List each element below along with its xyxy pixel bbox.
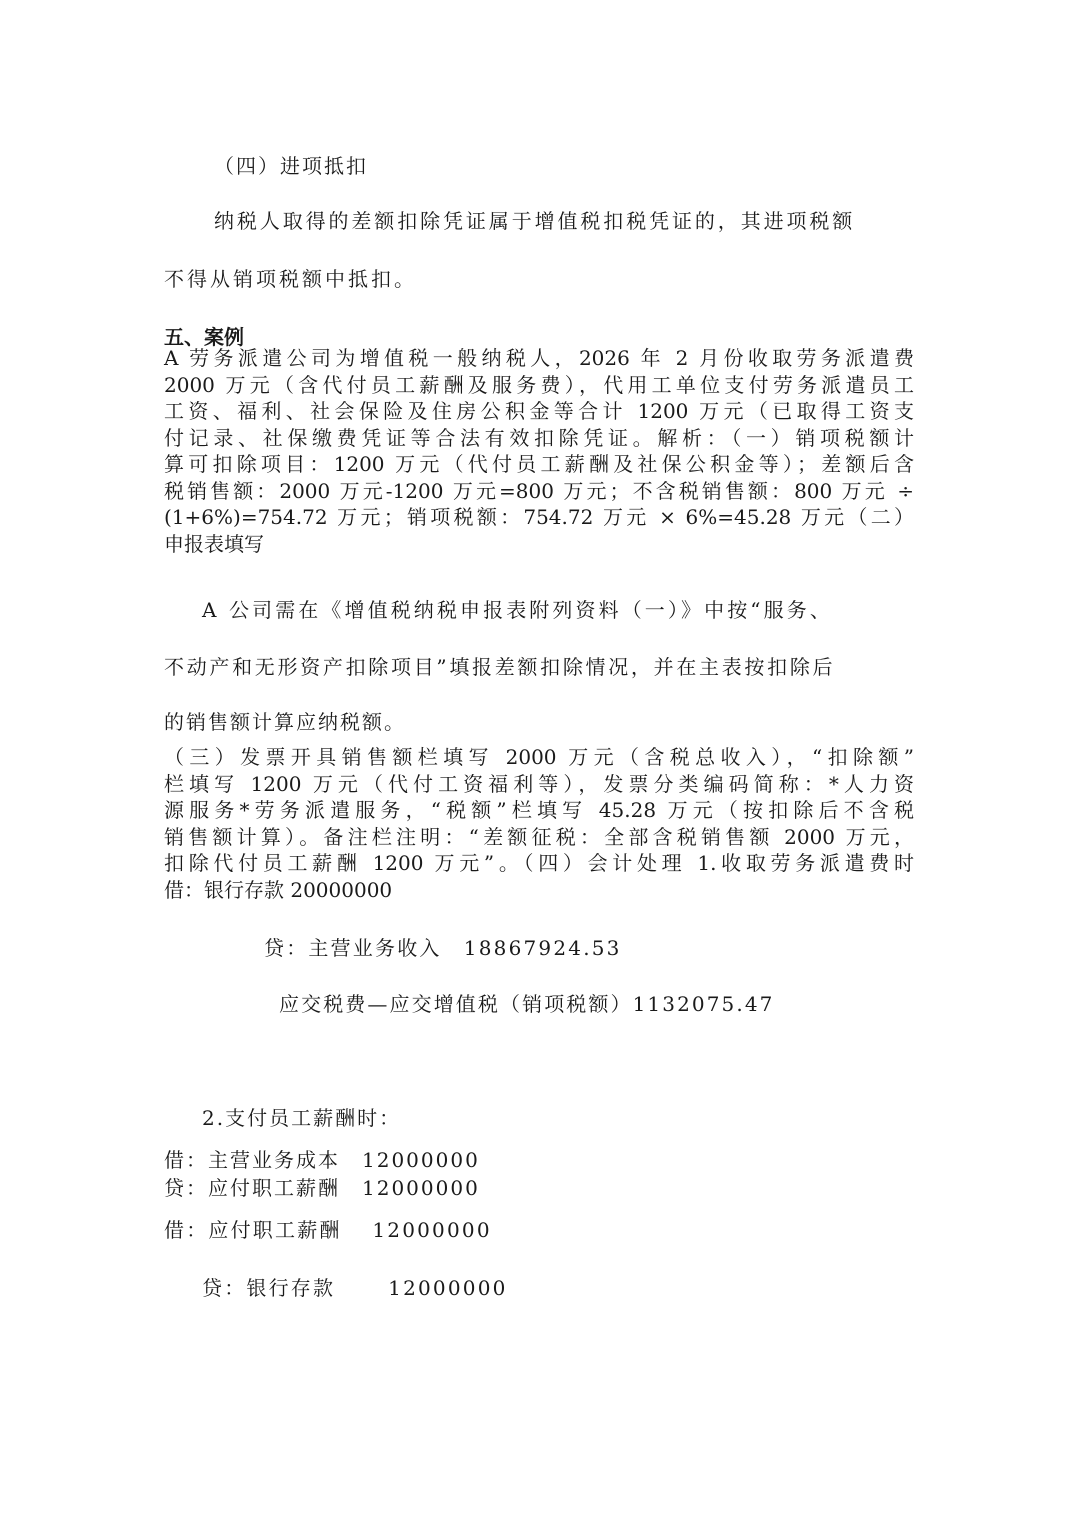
case-line: (1+6%)=754.72 万元；销项税额：754.72 万元 × 6%=45.28 万元（二）	[164, 505, 914, 529]
entry-credit-vat: 应交税费—应交增值税（销项税额）1132075.47	[279, 992, 775, 1016]
case-line: A 劳务派遣公司为增值税一般纳税人，2026 年 2 月份收取劳务派遣费	[164, 346, 914, 370]
case-heading: 五、案例	[164, 325, 244, 349]
para-report-line1: A 公司需在《增值税纳税申报表附列资料（一）》中按“服务、	[202, 598, 833, 622]
invoice-line: 销售额计算）。备注栏注明：“差额征税：全部含税销售额 2000 万元，	[164, 824, 914, 849]
case-block	[164, 345, 914, 557]
entry-credit-payroll: 贷：应付职工薪酬 12000000	[164, 1176, 480, 1200]
invoice-line: （三）发票开具销售额栏填写 2000 万元（含税总收入），“扣除额”	[164, 745, 914, 769]
para-report-line3: 的销售额计算应纳税额。	[164, 710, 406, 734]
invoice-line: 扣除代付员工薪酬 1200 万元”。（四）会计处理 1.收取劳务派遣费时	[164, 851, 914, 875]
case-line: 付记录、社保缴费凭证等合法有效扣除凭证。解析：（一）销项税额计	[164, 425, 914, 450]
invoice-line: 栏填写 1200 万元（代付工资福利等），发票分类编码简称：*人力资	[164, 771, 914, 796]
entry-debit-payroll: 借：应付职工薪酬 12000000	[164, 1218, 492, 1242]
para-input-tax-line1: 纳税人取得的差额扣除凭证属于增值税扣税凭证的，其进项税额	[214, 209, 856, 233]
case-line: 申报表填写	[164, 531, 264, 556]
entry-debit-cost: 借：主营业务成本 12000000	[164, 1148, 480, 1172]
para-input-tax-line2: 不得从销项税额中抵扣。	[164, 267, 417, 291]
invoice-block	[164, 744, 914, 903]
case-line: 算可扣除项目：1200 万元（代付员工薪酬及社保公积金等）；差额后含	[164, 452, 914, 476]
step2-title: 2.支付员工薪酬时：	[202, 1106, 402, 1130]
case-line: 税销售额：2000 万元-1200 万元=800 万元；不含税销售额：800 万元 ÷	[164, 478, 914, 503]
section-four-title: （四）进项抵扣	[214, 154, 368, 178]
case-line: 工资、福利、社会保险及住房公积金等合计 1200 万元（已取得工资支	[164, 399, 914, 423]
case-line: 2000 万元（含代付员工薪酬及服务费），代用工单位支付劳务派遣员工	[164, 372, 914, 397]
para-report-line2: 不动产和无形资产扣除项目”填报差额扣除情况，并在主表按扣除后	[164, 655, 836, 679]
entry-credit-revenue: 贷：主营业务收入 18867924.53	[264, 936, 622, 960]
entry-credit-bank: 贷：银行存款 12000000	[202, 1276, 508, 1300]
invoice-line: 源服务*劳务派遣服务，“税额”栏填写 45.28 万元（按扣除后不含税	[164, 798, 914, 822]
invoice-line: 借：银行存款 20000000	[164, 877, 393, 902]
